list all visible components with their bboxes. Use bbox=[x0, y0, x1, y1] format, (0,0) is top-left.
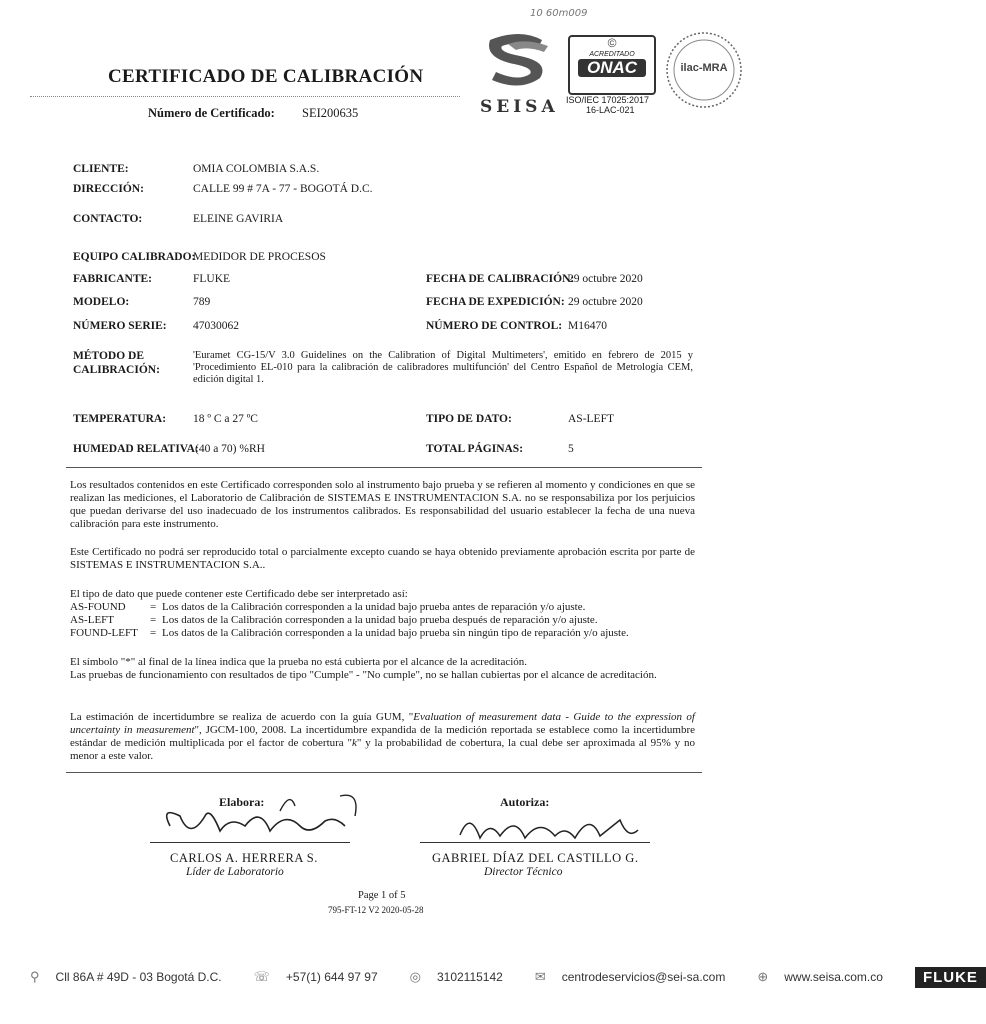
globe-icon: ⊕ bbox=[757, 969, 769, 984]
certificate-number: SEI200635 bbox=[302, 106, 359, 120]
location-pin-icon: ⚲ bbox=[30, 969, 40, 984]
form-code: 795-FT-12 V2 2020-05-28 bbox=[328, 905, 424, 915]
total-paginas-label: TOTAL PÁGINAS: bbox=[426, 443, 524, 455]
onac-accredited: ACREDITADO bbox=[589, 51, 635, 58]
fecha-expedicion-label: FECHA DE EXPEDICIÓN: bbox=[426, 296, 565, 308]
onac-name: ONAC bbox=[578, 59, 646, 77]
definition-text: Los datos de la Calibración corresponden a la unidad bajo prueba después de reparación y/o ajuste. bbox=[162, 614, 598, 626]
certificate-number-label: Número de Certificado: bbox=[148, 106, 275, 120]
fecha-calibracion-label: FECHA DE CALIBRACIÓN: bbox=[426, 273, 575, 285]
equipo-label: EQUIPO CALIBRADO: bbox=[73, 251, 196, 263]
autoriza-label: Autoriza: bbox=[500, 795, 550, 809]
footer-bar bbox=[30, 966, 978, 988]
lac-code: 16-LAC-021 bbox=[586, 105, 635, 115]
seisa-logo bbox=[480, 30, 560, 117]
equipo-value: MEDIDOR DE PROCESOS bbox=[193, 251, 326, 263]
modelo-label: MODELO: bbox=[73, 296, 130, 308]
cliente-label: CLIENTE: bbox=[73, 163, 129, 175]
definition-equals: = bbox=[150, 614, 157, 626]
uncertainty-paragraph bbox=[70, 711, 695, 763]
numero-control-label: NÚMERO DE CONTROL: bbox=[426, 320, 563, 332]
uncertainty-text-mid: ", JGCM-100, 2008. La incertidumbre expandida de la medición reportada se establece como la incertidumbre estándar de medición multiplicada por el factor de cobertura " bbox=[70, 724, 695, 749]
onac-c-icon: © bbox=[607, 36, 617, 50]
handwritten-note: 10 60m009 bbox=[530, 8, 588, 19]
email-icon: ✉ bbox=[534, 969, 546, 984]
document-title: CERTIFICADO DE CALIBRACIÓN bbox=[108, 66, 424, 87]
fabricante-value: FLUKE bbox=[193, 273, 231, 285]
numero-control-value: M16470 bbox=[568, 320, 607, 332]
serie-label: NÚMERO SERIE: bbox=[73, 320, 167, 332]
web-text: www.seisa.com.co bbox=[784, 970, 883, 984]
body-divider bbox=[66, 772, 702, 773]
phone-text: +57(1) 644 97 97 bbox=[285, 970, 378, 984]
data-type-definitions bbox=[70, 601, 695, 640]
footer-email bbox=[535, 969, 741, 985]
footer-web bbox=[757, 969, 899, 985]
definition-text: Los datos de la Calibración corresponden a la unidad bajo prueba sin ningún tipo de reparación y/o ajuste. bbox=[162, 627, 629, 639]
metodo-value: 'Euramet CG-15/V 3.0 Guidelines on the Calibration of Digital Multimeters', emitido en febrero de 2015 y 'Procedimiento EL-010 para la calibración de calibradores multifunción' del Centro Español de Metrología CEM, edición digital 1. bbox=[193, 350, 693, 385]
fluke-logo: FLUKE bbox=[915, 967, 986, 988]
serie-value: 47030062 bbox=[193, 320, 239, 332]
temperatura-label: TEMPERATURA: bbox=[73, 413, 167, 425]
modelo-value: 789 bbox=[193, 296, 211, 308]
temperatura-value: 18 º C a 27 ºC bbox=[193, 413, 258, 425]
gum-title: Evaluation of measurement data - Guide to the expression of uncertainty in measurement bbox=[70, 711, 695, 736]
definition-key: AS-FOUND bbox=[70, 601, 126, 613]
definition-row bbox=[70, 627, 695, 640]
elabora-label: Elabora: bbox=[219, 795, 265, 809]
tipo-dato-value: AS-LEFT bbox=[568, 413, 614, 425]
onac-logo bbox=[568, 35, 656, 95]
phone-icon: ☏ bbox=[253, 969, 270, 984]
uncertainty-text-end: " y la probabilidad de cobertura, la cual debe ser aproximada al 95% y no menor a este valor. bbox=[70, 737, 695, 762]
elabora-role: Líder de Laboratorio bbox=[186, 866, 284, 878]
uncertainty-text-start: La estimación de incertidumbre se realiza de acuerdo con la guía GUM, " bbox=[70, 711, 414, 723]
definition-row bbox=[70, 614, 695, 627]
definition-key: AS-LEFT bbox=[70, 614, 114, 626]
symbol-note: El símbolo "*" al final de la línea indica que la prueba no está cubierta por el alcance de la acreditación. bbox=[70, 656, 528, 668]
elabora-signature-line bbox=[150, 842, 350, 843]
metodo-label-line1: MÉTODO DE bbox=[73, 350, 145, 362]
footer-address bbox=[30, 969, 238, 985]
autoriza-signature-line bbox=[420, 842, 650, 843]
direccion-label: DIRECCIÓN: bbox=[73, 183, 144, 195]
mobile-text: 3102115142 bbox=[436, 970, 503, 984]
title-rule bbox=[30, 96, 460, 97]
results-disclaimer: Los resultados contenidos en este Certificado corresponden solo al instrumento bajo prueba y se refieren al momento y condiciones en que se realizan las mediciones, el Laboratorio de Calibración de SISTEMAS E INSTRUMENTACION S.A. no se responsabiliza por los perjuicios que puedan derivarse del uso inadecuado de los instrumentos calibrados. Es responsabilidad del usuario establecer la fecha de una nueva calibración para este instrumento. bbox=[70, 479, 695, 530]
definition-equals: = bbox=[150, 601, 157, 613]
ilac-text: ilac-MRA bbox=[680, 62, 728, 74]
elabora-name: CARLOS A. HERRERA S. bbox=[170, 851, 318, 865]
functional-tests-note: Las pruebas de funcionamiento con resultados de tipo "Cumple" - "No cumple", no se hallan cubiertas por el alcance de acreditación. bbox=[70, 669, 657, 681]
contacto-label: CONTACTO: bbox=[73, 213, 143, 225]
data-type-intro: El tipo de dato que puede contener este Certificado debe ser interpretado así: bbox=[70, 588, 408, 600]
fecha-expedicion-value: 29 octubre 2020 bbox=[568, 296, 643, 308]
autoriza-role: Director Técnico bbox=[484, 866, 563, 878]
page-indicator: Page 1 of 5 bbox=[358, 890, 406, 901]
ilac-mra-logo bbox=[664, 30, 744, 110]
metodo-label-line2: CALIBRACIÓN: bbox=[73, 364, 160, 376]
fields-divider bbox=[66, 467, 702, 468]
footer-mobile bbox=[410, 969, 519, 985]
humedad-label: HUMEDAD RELATIVA: bbox=[73, 443, 199, 455]
coverage-factor-symbol: k bbox=[352, 737, 357, 749]
iso-standard: ISO/IEC 17025:2017 bbox=[566, 95, 650, 105]
footer-phone bbox=[254, 969, 394, 985]
cliente-value: OMIA COLOMBIA S.A.S. bbox=[193, 163, 320, 175]
seisa-mark-icon bbox=[480, 30, 560, 90]
reproduction-notice: Este Certificado no podrá ser reproducido total o parcialmente excepto cuando se haya obtenido previamente aprobación escrita por parte de SISTEMAS E INSTRUMENTACION S.A.. bbox=[70, 546, 695, 571]
definition-row bbox=[70, 601, 695, 614]
definition-equals: = bbox=[150, 627, 157, 639]
tipo-dato-label: TIPO DE DATO: bbox=[426, 413, 512, 425]
contacto-value: ELEINE GAVIRIA bbox=[193, 213, 284, 225]
direccion-value: CALLE 99 # 7A - 77 - BOGOTÁ D.C. bbox=[193, 183, 373, 195]
humedad-value: (40 a 70) %RH bbox=[195, 443, 265, 455]
address-text: Cll 86A # 49D - 03 Bogotá D.C. bbox=[55, 970, 222, 984]
email-text: centrodeservicios@sei-sa.com bbox=[561, 970, 726, 984]
definition-key: FOUND-LEFT bbox=[70, 627, 138, 639]
autoriza-name: GABRIEL DÍAZ DEL CASTILLO G. bbox=[432, 851, 639, 865]
definition-text: Los datos de la Calibración corresponden a la unidad bajo prueba antes de reparación y/o ajuste. bbox=[162, 601, 586, 613]
whatsapp-icon: ◎ bbox=[409, 969, 421, 984]
seisa-wordmark: SEISA bbox=[480, 97, 559, 117]
elabora-signature-icon bbox=[150, 786, 370, 856]
fabricante-label: FABRICANTE: bbox=[73, 273, 153, 285]
fecha-calibracion-value: 29 octubre 2020 bbox=[568, 273, 643, 285]
total-paginas-value: 5 bbox=[568, 443, 574, 455]
